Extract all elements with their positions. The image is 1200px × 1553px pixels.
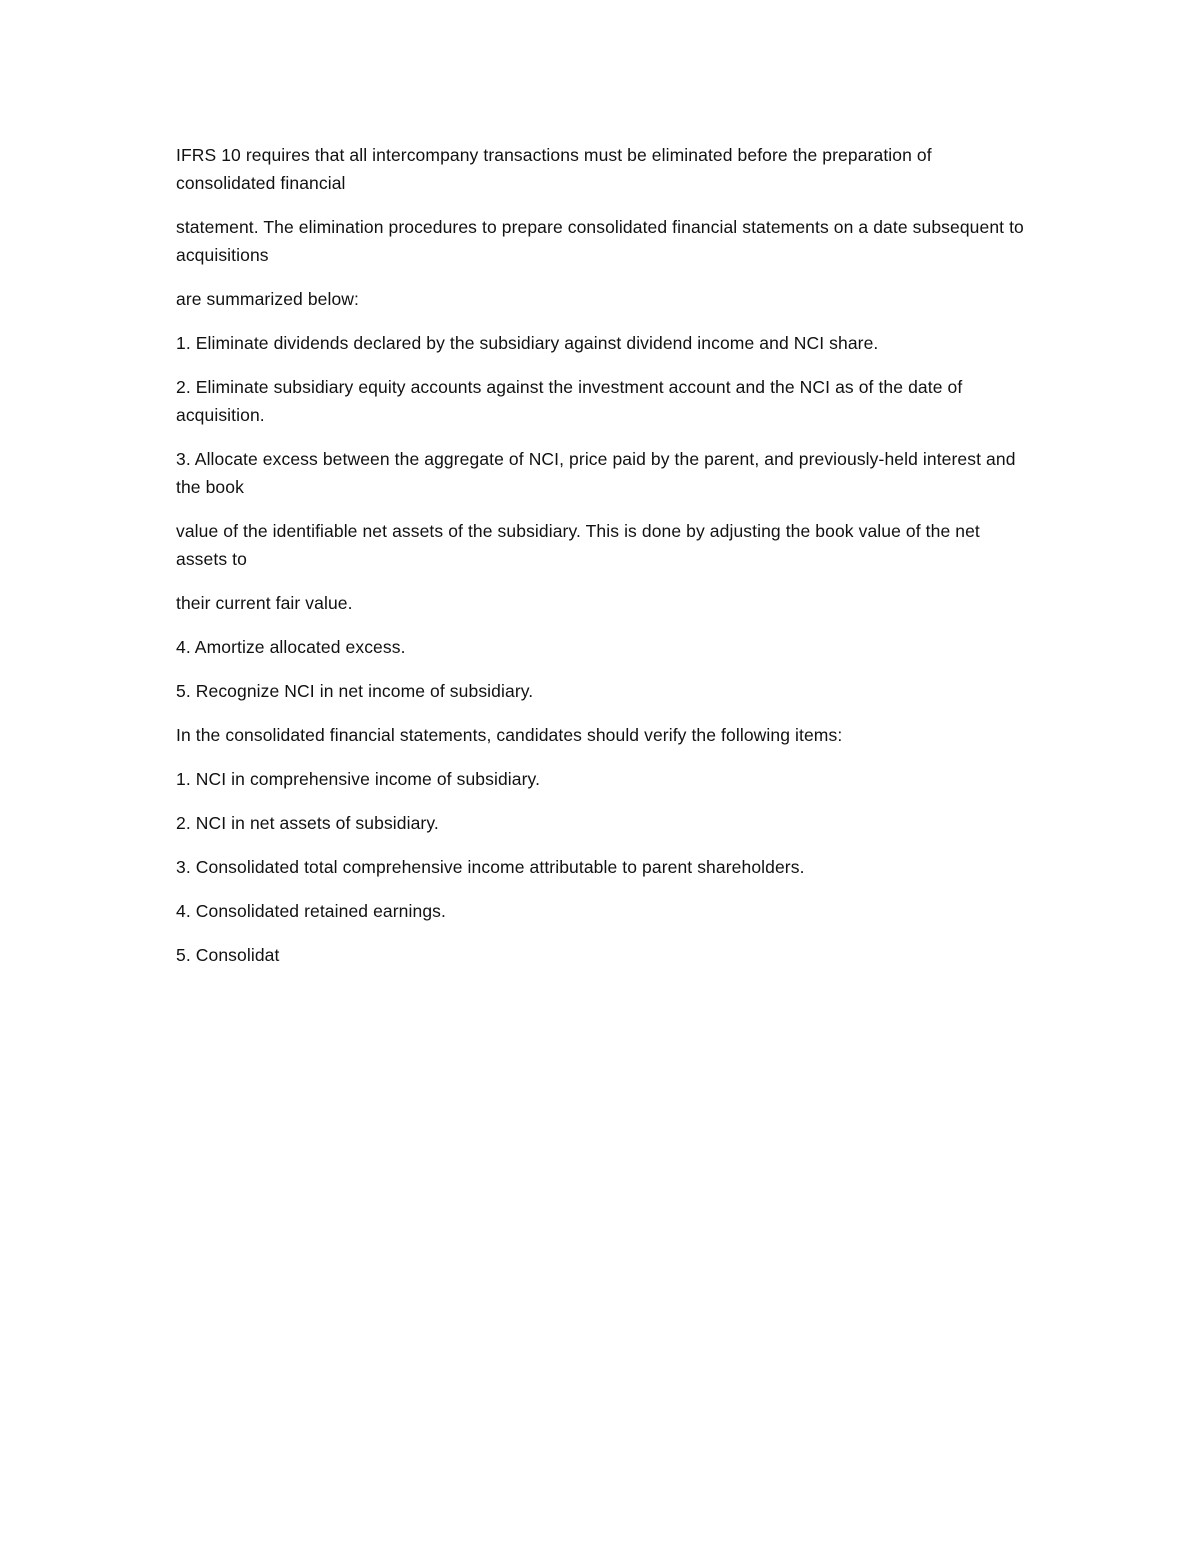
intro-paragraph-2: statement. The elimination procedures to prepare consolidated financial statements on a date subsequent to acquisitions — [176, 217, 1024, 265]
verification-item-5: 5. Consolidat — [176, 945, 280, 965]
procedure-step-2: 2. Eliminate subsidiary equity accounts against the investment account and the NCI as of the date of acquisition. — [176, 377, 963, 425]
procedure-step-1: 1. Eliminate dividends declared by the subsidiary against dividend income and NCI share. — [176, 333, 879, 353]
document-body — [176, 141, 1036, 985]
verification-intro: In the consolidated financial statements, candidates should verify the following items: — [176, 725, 843, 745]
procedure-step-5: 5. Recognize NCI in net income of subsidiary. — [176, 681, 534, 701]
intro-paragraph-3: are summarized below: — [176, 289, 360, 309]
verification-item-4: 4. Consolidated retained earnings. — [176, 901, 446, 921]
procedure-step-3: 3. Allocate excess between the aggregate of NCI, price paid by the parent, and previously-held interest and the book — [176, 449, 1016, 497]
verification-item-1: 1. NCI in comprehensive income of subsidiary. — [176, 769, 541, 789]
verification-item-2: 2. NCI in net assets of subsidiary. — [176, 813, 439, 833]
verification-item-3: 3. Consolidated total comprehensive income attributable to parent shareholders. — [176, 857, 805, 877]
procedure-step-4: 4. Amortize allocated excess. — [176, 637, 406, 657]
procedure-step-3-continued: value of the identifiable net assets of the subsidiary. This is done by adjusting the book value of the net assets to — [176, 521, 980, 569]
procedure-step-3-end: their current fair value. — [176, 593, 353, 613]
intro-paragraph-1: IFRS 10 requires that all intercompany transactions must be eliminated before the preparation of consolidated financial — [176, 145, 932, 193]
